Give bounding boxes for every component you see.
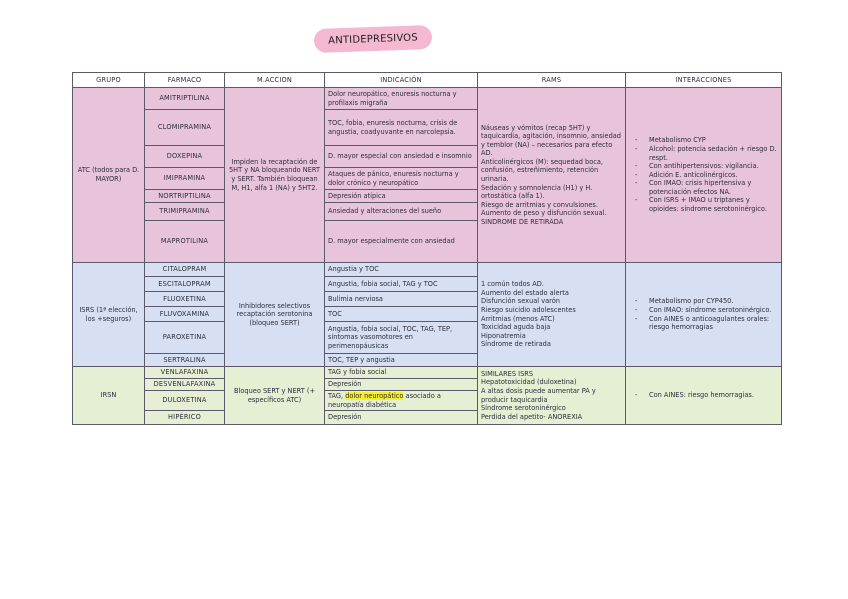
rams-item: Perdida del apetito- ANOREXIA bbox=[481, 412, 583, 421]
header-row bbox=[73, 73, 782, 88]
indication-cell: D. mayor especialmente con ansiedad bbox=[325, 221, 478, 263]
rams-item: Síndrome serotoninérgico bbox=[481, 404, 566, 413]
rams-item: Hiponatremia bbox=[481, 331, 526, 340]
drug-cell: CLOMIPRAMINA bbox=[145, 110, 225, 146]
indication-cell: TOC, fobia, enuresis nocturna, crisis de angustia, coadyuvante en narcolepsia. bbox=[325, 110, 478, 146]
interaction-item: - Metabolismo por CYP450. bbox=[635, 297, 778, 306]
drug-cell: AMITRIPTILINA bbox=[145, 88, 225, 110]
interaction-item: - Con AINES o anticoagulantes orales: riesgo hemorragias bbox=[635, 315, 778, 332]
indication-cell: TOC, TEP y angustia bbox=[325, 354, 478, 367]
interactions-cell-irsn bbox=[626, 367, 782, 425]
drug-cell: HIPÉRICO bbox=[145, 411, 225, 425]
rams-cell-irsn bbox=[478, 367, 626, 425]
highlighted-text: dolor neuropático bbox=[345, 392, 404, 400]
rams-item: Riesgo de arritmias y convulsiones. bbox=[481, 200, 598, 209]
drug-cell: FLUOXETINA bbox=[145, 292, 225, 307]
indication-cell: Ansiedad y alteraciones del sueño bbox=[325, 203, 478, 221]
drug-cell: DESVENLAFAXINA bbox=[145, 379, 225, 391]
rams-item: Aumento del estado alerta bbox=[481, 288, 569, 297]
rams-item: Náuseas y vómitos (recap 5HT) y taquicardia, agitación, insomnio, ansiedad y temblor (NA) – necesarios para efecto AD. bbox=[481, 123, 621, 158]
rams-item: Aumento de peso y disfunción sexual. bbox=[481, 209, 607, 218]
interactions-cell-atc bbox=[626, 88, 782, 263]
drug-cell: ESCITALOPRAM bbox=[145, 277, 225, 292]
drug-cell: CITALOPRAM bbox=[145, 263, 225, 277]
indication-cell: Angustia, fobia social, TAG y TOC bbox=[325, 277, 478, 292]
interaction-item: - Alcohol: potencia sedación + riesgo D. respt. bbox=[635, 145, 778, 162]
drug-cell: IMIPRAMINA bbox=[145, 168, 225, 190]
drug-cell: SERTRALINA bbox=[145, 354, 225, 367]
rams-item: SIMILARES ISRS bbox=[481, 369, 534, 378]
interaction-item: - Con AINES: riesgo hemorragias. bbox=[635, 391, 778, 400]
interaction-item: - Con antihipertensivos: vigilancia. bbox=[635, 162, 778, 171]
indication-cell: Depresión bbox=[325, 411, 478, 425]
group-cell-irsn: IRSN bbox=[73, 367, 145, 425]
antidepressant-table bbox=[72, 72, 782, 425]
header-grupo: GRUPO bbox=[73, 73, 145, 88]
interaction-item: - Adición E. anticolinérgicos. bbox=[635, 171, 778, 180]
rams-item: Anticolinérgicos (M): sequedad boca, confusión, estreñimiento, retención urinaria. bbox=[481, 157, 604, 183]
drug-cell: FLUVOXAMINA bbox=[145, 307, 225, 322]
indication-cell: Dolor neuropático, enuresis nocturna y profilaxis migraña bbox=[325, 88, 478, 110]
header-rams: RAMS bbox=[478, 73, 626, 88]
drug-cell: PAROXETINA bbox=[145, 322, 225, 354]
rams-item: Arritmias (menos ATC) bbox=[481, 314, 555, 323]
indication-cell: Angustia y TOC bbox=[325, 263, 478, 277]
indication-cell: D. mayor especial con ansiedad e insomnio bbox=[325, 146, 478, 168]
rams-item: Síndrome de retirada bbox=[481, 340, 551, 349]
interaction-item: - Metabolismo CYP bbox=[635, 136, 778, 145]
mechanism-cell-isrs: Inhibidores selectivos recaptación serotonina (bloqueo SERT) bbox=[225, 263, 325, 367]
indication-cell: Depresión bbox=[325, 379, 478, 391]
indication-cell-duloxetina bbox=[325, 391, 478, 411]
drug-cell: TRIMIPRAMINA bbox=[145, 203, 225, 221]
indication-cell: Ataques de pánico, enuresis nocturna y dolor crónico y neuropático bbox=[325, 168, 478, 190]
header-farmaco: FARMACO bbox=[145, 73, 225, 88]
rams-item: 1 común todos AD. bbox=[481, 280, 544, 289]
rams-item: Riesgo suicidio adolescentes bbox=[481, 305, 576, 314]
indication-cell: Depresión atípica bbox=[325, 190, 478, 203]
rams-item: Disfunción sexual varón bbox=[481, 297, 560, 306]
rams-item: SINDROME DE RETIRADA bbox=[481, 217, 564, 226]
header-interacciones: INTERACCIONES bbox=[626, 73, 782, 88]
document-title: ANTIDEPRESIVOS bbox=[327, 31, 419, 47]
indication-text: TAG, bbox=[328, 392, 346, 400]
group-cell-atc: ATC (todos para D. MAYOR) bbox=[73, 88, 145, 263]
rams-cell-atc bbox=[478, 88, 626, 263]
table-row bbox=[73, 88, 782, 110]
rams-item: Sedación y somnolencia (H1) y H. ortostática (alfa 1). bbox=[481, 183, 593, 201]
drug-cell: VENLAFAXINA bbox=[145, 367, 225, 379]
drug-cell: NORTRIPTILINA bbox=[145, 190, 225, 203]
mechanism-cell-atc: Impiden la recaptación de 5HT y NA bloqueando NERT y SERT. También bloquean M, H1, alfa 1 (NA) y 5HT2. bbox=[225, 88, 325, 263]
rams-item: A altas dosis puede aumentar PA y producir taquicardia bbox=[481, 387, 596, 404]
interactions-cell-isrs bbox=[626, 263, 782, 367]
table-row bbox=[73, 263, 782, 277]
interaction-item: - Con IMAO: crisis hipertensiva y potenciación efectos NA. bbox=[635, 179, 778, 196]
rams-item: Hepatotoxicidad (duloxetina) bbox=[481, 378, 577, 387]
interaction-item: - Con ISRS + IMAO u triptanes y opioides: síndrome serotoninérgico. bbox=[635, 196, 778, 213]
document-title-badge bbox=[314, 25, 433, 53]
indication-cell: Bulimia nerviosa bbox=[325, 292, 478, 307]
rams-item: Toxicidad aguda baja bbox=[481, 323, 551, 332]
drug-cell: MAPROTILINA bbox=[145, 221, 225, 263]
mechanism-cell-irsn: Bloqueo SERT y NERT (+ específicos ATC) bbox=[225, 367, 325, 425]
drug-cell: DULOXETINA bbox=[145, 391, 225, 411]
indication-text: asociado a neuropatía diabética bbox=[328, 392, 441, 409]
indication-cell: TOC bbox=[325, 307, 478, 322]
indication-cell: Angustia, fobia social, TOC, TAG, TEP, síntomas vasomotores en perimenopáusicas bbox=[325, 322, 478, 354]
table-row bbox=[73, 367, 782, 379]
header-accion: M.ACCION bbox=[225, 73, 325, 88]
rams-cell-isrs bbox=[478, 263, 626, 367]
group-cell-isrs: ISRS (1ª elección, los +seguros) bbox=[73, 263, 145, 367]
header-indicacion: INDICACIÓN bbox=[325, 73, 478, 88]
drug-cell: DOXEPINA bbox=[145, 146, 225, 168]
indication-cell: TAG y fobia social bbox=[325, 367, 478, 379]
interaction-item: - Con IMAO: síndrome serotoninérgico. bbox=[635, 306, 778, 315]
